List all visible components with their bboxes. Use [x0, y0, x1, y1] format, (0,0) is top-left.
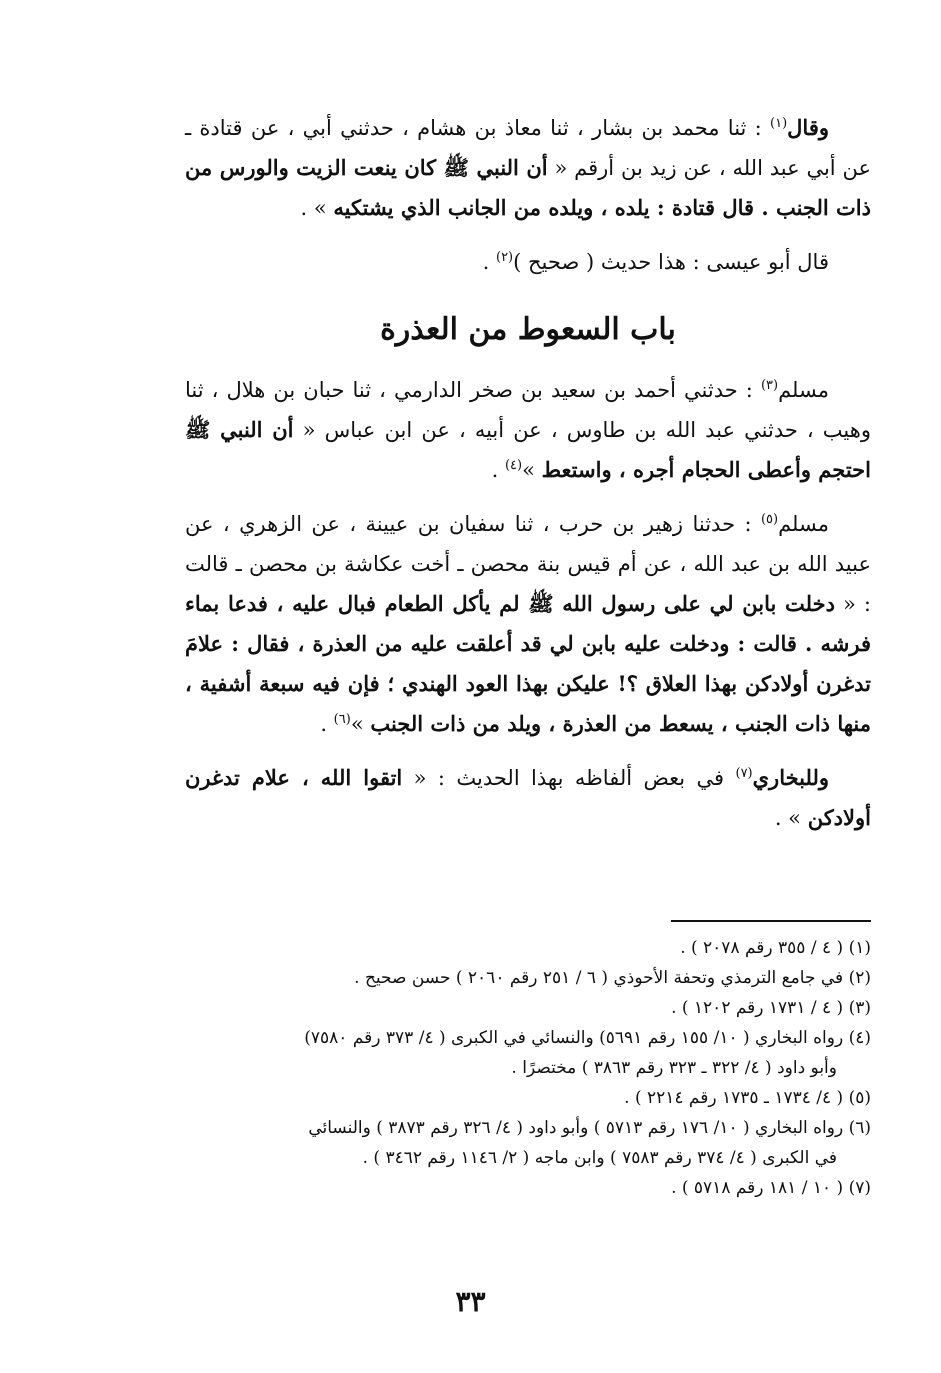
closing-text: » .	[300, 196, 334, 220]
footnote-2: (٢) في جامع الترمذي وتحفة الأحوذي ( ٦ / ٢٥١ رقم ٢٠٦٠ ) حسن صحيح .	[354, 968, 871, 988]
footnote-ref: (٣)	[760, 378, 779, 393]
footnote-ref: (٤)	[504, 458, 523, 473]
closing-quote: »	[522, 458, 542, 482]
grading-text: قال أبو عيسى : هذا حديث ( صحيح )	[513, 250, 829, 274]
footnote-7: (٧) ( ١٠ / ١٨١ رقم ٥٧١٨ ) .	[671, 1178, 871, 1198]
speaker-name: مسلم	[778, 512, 829, 536]
isnad-text: : حدثنا زهير بن حرب ، ثنا سفيان بن عيينة ، عن الزهري ، عن عبيد الله بن عبد الله ، عن أم قيس بنة محصن ـ أخت عكاشة بن محصن ـ قالت : «	[185, 512, 871, 616]
closing-text: .	[320, 712, 334, 736]
main-text	[185, 108, 871, 852]
footnote-6: (٦) رواه البخاري ( ١٠/ ١٧٦ رقم ٥٧١٣ ) وأبو داود ( ٤/ ٣٢٦ رقم ٣٨٧٣ ) والنسائي	[308, 1118, 871, 1138]
closing-quote: »	[350, 712, 371, 736]
hadith-text: دخلت بابن لي على رسول الله ﷺ لم يأكل الطعام فبال عليه ، فدعا بماء فرشه . قالت : ودخلت عليه بابن لي قد أعلقت عليه من العذرة ، فقال : علامَ تدغرن أولادكن بهذا العلاق ؟! عليكن بهذا العود الهندي ؛ فإن فيه سبعة أشفية ، منها ذات الجنب ، يسعط من العذرة ، ويلد من ذات الجنب	[185, 591, 871, 736]
hadith-text: أن النبي ﷺ كان ينعت الزيت والورس من ذات الجنب . قال قتادة : يلده ، ويلده من الجانب الذي يشتكيه	[185, 155, 871, 220]
closing-text: » .	[774, 806, 808, 830]
footnote-4: (٤) رواه البخاري ( ١٠/ ١٥٥ رقم ٥٦٩١) والنسائي في الكبرى ( ٤/ ٣٧٣ رقم ٧٥٨٠)	[304, 1028, 871, 1048]
chapter-heading: باب السعوط من العذرة	[380, 312, 676, 347]
footnote-5: (٥) ( ٤/ ١٧٣٤ ـ ١٧٣٥ رقم ٢٢١٤ ) .	[624, 1088, 871, 1108]
footnote-ref: (٧)	[735, 766, 753, 781]
paragraph-5	[185, 758, 871, 838]
paragraph-1	[185, 108, 871, 228]
paragraph-2	[185, 242, 871, 282]
isnad-text: : ثنا محمد بن بشار ، ثنا معاذ بن هشام ، حدثني أبي ، عن قتادة ـ عن أبي عبد الله ، عن زيد بن أرقم «	[185, 116, 871, 180]
footnote-ref: (٦)	[333, 712, 351, 727]
speaker-name: مسلم	[778, 378, 829, 402]
hadith-text: اتقوا الله ، علام تدغرن أولادكن	[185, 765, 871, 830]
footnote-4-continued: وأبو داود ( ٤/ ٣٢٢ ـ ٣٢٣ رقم ٣٨٦٣ ) مختصرًا .	[511, 1058, 837, 1078]
footnotes	[185, 933, 871, 1203]
page-number: ٣٣	[455, 1285, 486, 1318]
isnad-text: : حدثني أحمد بن سعيد بن صخر الدارمي ، ثنا حبان بن هلال ، ثنا وهيب ، حدثني عبد الله بن طاوس ، عن أبيه ، عن ابن عباس «	[185, 378, 871, 442]
closing-text: .	[482, 250, 496, 274]
footnote-ref: (٥)	[760, 512, 779, 527]
speaker-name: وللبخاري	[752, 765, 829, 790]
paragraph-4	[185, 504, 871, 744]
footnote-6-continued: في الكبرى ( ٤/ ٣٧٤ رقم ٧٥٨٣ ) وابن ماجه ( ٢/ ١١٤٦ رقم ٣٤٦٢ ) .	[362, 1148, 837, 1168]
closing-text: .	[491, 458, 505, 482]
footnote-3: (٣) ( ٤ / ١٧٣١ رقم ١٢٠٢ ) .	[671, 998, 871, 1018]
footnote-1: (١) ( ٤ / ٣٥٥ رقم ٢٠٧٨ ) .	[680, 938, 871, 958]
paragraph-3	[185, 370, 871, 490]
footnote-ref: (١)	[770, 116, 788, 131]
hadith-text: أن النبي ﷺ احتجم وأعطى الحجام أجره ، واستعط	[185, 417, 871, 482]
isnad-text: في بعض ألفاظه بهذا الحديث : «	[402, 766, 736, 790]
footnote-ref: (٢)	[495, 250, 514, 265]
footnote-divider	[671, 920, 871, 922]
speaker-name: وقال	[787, 115, 829, 140]
